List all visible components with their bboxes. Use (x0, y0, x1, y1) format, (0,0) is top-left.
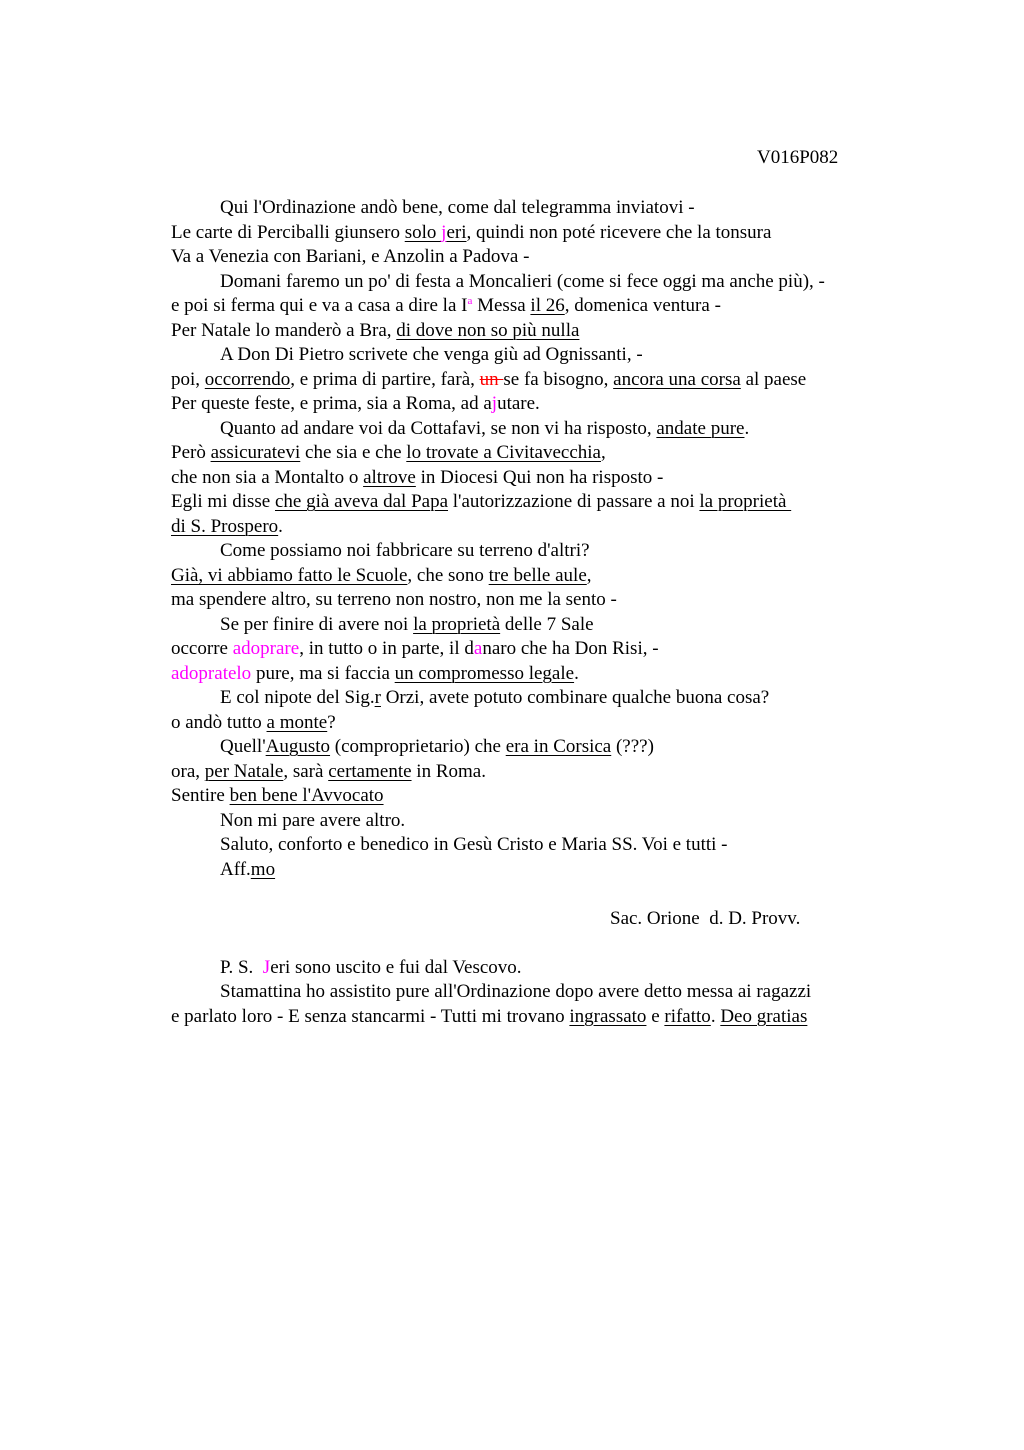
text-segment: . (744, 417, 750, 439)
underlined-text: a monte (266, 711, 328, 733)
letter-line (171, 466, 891, 491)
letter-line (171, 368, 891, 393)
text-segment: o andò tutto (171, 711, 267, 733)
letter-line (171, 711, 891, 736)
text-segment: Per queste feste, e prima, sia a Roma, ad a (171, 393, 492, 414)
letter-line (171, 441, 891, 466)
text-segment: Quanto ad andare voi da Cottafavi, se non vi ha risposto, (220, 417, 657, 439)
text-segment: che sia e che (300, 442, 407, 463)
text-segment: Stamattina ho assistito pure all'Ordinazione dopo avere detto messa ai ragazzi (220, 981, 812, 1002)
letter-line (171, 196, 891, 221)
annotated-text: a (467, 295, 473, 307)
postscript-line (171, 980, 891, 1005)
text-segment: , che sono (407, 564, 489, 586)
letter-line (171, 833, 891, 858)
underlined-text: assicuratevi (210, 442, 301, 463)
underlined-text: per Natale (204, 760, 284, 782)
underlined-text: di S. Prospero (171, 515, 279, 537)
text-segment: . (710, 1005, 721, 1027)
text-segment: , quindi non poté ricevere che la tonsura (466, 221, 772, 243)
underlined-text: che già aveva dal Papa (274, 491, 449, 512)
letter-line (171, 245, 891, 270)
letter-line (171, 613, 891, 638)
text-segment: Va a Venezia con Bariani, e Anzolin a Padova - (171, 246, 530, 267)
postscript-gap (171, 931, 891, 956)
text-segment: A Don Di Pietro scrivete che venga giù ad Ognissanti, - (220, 344, 643, 365)
underlined-text: ancora una corsa (613, 368, 741, 390)
underlined-text: andate pure (656, 417, 745, 439)
text-segment: pure, ma si faccia (251, 662, 395, 684)
letter-line (171, 343, 891, 368)
postscript-line (171, 1005, 891, 1030)
text-segment: Le carte di Perciballi giunsero (171, 221, 405, 243)
letter-line (171, 760, 891, 785)
annotated-text: a (473, 638, 483, 659)
letter-line (171, 417, 891, 442)
text-segment: Egli mi disse (171, 491, 275, 512)
text-segment: Per Natale lo manderò a Bra, (171, 319, 397, 341)
text-segment: P. S. (220, 956, 263, 978)
underlined-text: rifatto (664, 1005, 711, 1027)
letter-body (171, 196, 891, 1029)
underlined-text: la proprietà (413, 613, 501, 635)
page-id: V016P082 (757, 147, 839, 168)
text-segment: ma spendere altro, su terreno non nostro, non me la sento - (171, 589, 617, 610)
underlined-text: ingrassato (569, 1005, 647, 1027)
underlined-text: il 26 (530, 295, 565, 316)
letter-line (171, 490, 891, 515)
text-segment: e parlato loro - E senza stancarmi - Tutti mi trovano (171, 1005, 570, 1027)
text-segment: . (278, 515, 283, 537)
text-segment: poi, (171, 368, 205, 390)
underlined-text: ben bene l'Avvocato (229, 785, 384, 806)
underlined-text: un compromesso legale (394, 662, 575, 684)
underlined-text: lo trovate a Civitavecchia (406, 442, 601, 463)
letter-line (171, 858, 891, 883)
text-segment: delle 7 Sale (500, 613, 594, 635)
text-segment: occorre (171, 638, 233, 659)
letter-line (171, 392, 891, 417)
underlined-text: tre belle aule (488, 564, 587, 586)
text-segment: (comproprietario) che (330, 736, 506, 757)
letter-line (171, 784, 891, 809)
letter-line (171, 564, 891, 589)
text-segment: che non sia a Montalto o (171, 466, 364, 488)
text-segment: , (600, 442, 606, 463)
letter-line (171, 319, 891, 344)
text-segment: Se per finire di avere noi (220, 613, 414, 635)
text-segment: (???) (611, 736, 654, 757)
letter-line (171, 637, 891, 662)
text-segment: Orzi, avete potuto combinare qualche buona cosa? (380, 687, 770, 708)
letter-line (171, 686, 891, 711)
text-segment: Quell' (220, 736, 266, 757)
underlined-text: solo (404, 221, 442, 243)
text-segment: utare. (497, 393, 540, 414)
underlined-text: altrove (363, 466, 416, 488)
text-segment: in Roma. (411, 760, 486, 782)
text-segment: se fa bisogno, (503, 368, 614, 390)
letter-line (171, 515, 891, 540)
text-segment: , in tutto o in parte, il d (299, 638, 474, 659)
letter-line (171, 221, 891, 246)
annotated-text: adoprare (232, 638, 300, 659)
text-segment: e (646, 1005, 665, 1027)
struck-text: un (479, 368, 504, 390)
annotated-text: adopratelo (171, 662, 252, 684)
underlined-text: la proprietà (699, 491, 792, 512)
text-segment: Però (171, 442, 211, 463)
text-segment: in Diocesi Qui non ha risposto - (415, 466, 664, 488)
text-segment: al paese (740, 368, 807, 390)
postscript-line (171, 956, 891, 981)
text-segment: naro che ha Don Risi, - (482, 638, 659, 659)
underlined-text: mo (250, 858, 276, 880)
text-segment: e poi si ferma qui e va a casa a dire la I (171, 295, 468, 316)
letter-line (171, 294, 891, 319)
letter-line (171, 735, 891, 760)
signature-gap (171, 882, 891, 907)
underlined-text: certamente (328, 760, 412, 782)
text-segment: , (586, 564, 592, 586)
underlined-text: r (374, 687, 381, 708)
underlined-text: occorrendo (204, 368, 291, 390)
underlined-text: Deo gratias (720, 1005, 808, 1027)
underlined-text: era in Corsica (505, 736, 612, 757)
text-segment: ora, (171, 760, 205, 782)
text-segment: . (574, 662, 579, 684)
text-segment: eri sono uscito e fui dal Vescovo. (270, 956, 522, 978)
underlined-text: eri (446, 221, 467, 243)
text-segment: Saluto, conforto e benedico in Gesù Cristo e Maria SS. Voi e tutti - (220, 834, 728, 855)
letter-lines (171, 196, 891, 882)
text-segment: Non mi pare avere altro. (220, 809, 406, 831)
text-segment: Aff. (220, 858, 251, 880)
underlined-text: Augusto (265, 736, 331, 757)
text-segment: , sarà (283, 760, 329, 782)
underlined-text: di dove non so più nulla (396, 319, 580, 341)
text-segment: ? (327, 711, 336, 733)
postscript (171, 956, 891, 1030)
text-segment: E col nipote del Sig. (220, 687, 375, 708)
text-segment: Sentire (171, 785, 230, 806)
annotated-text: j (441, 221, 447, 243)
signature: Sac. Orione d. D. Provv. (610, 907, 801, 929)
letter-line (171, 270, 891, 295)
letter-line (171, 809, 891, 834)
text-segment: l'autorizzazione di passare a noi (448, 491, 700, 512)
letter-line (171, 662, 891, 687)
text-segment: , domenica ventura - (564, 295, 721, 316)
text-segment: Messa (472, 295, 531, 316)
text-segment: Qui l'Ordinazione andò bene, come dal telegramma inviatovi - (220, 197, 695, 218)
annotated-text: j (491, 393, 498, 414)
text-segment: , e prima di partire, farà, (290, 368, 480, 390)
underlined-text: Già, vi abbiamo fatto le Scuole (171, 564, 408, 586)
letter-line (171, 588, 891, 613)
annotated-text: J (262, 956, 271, 978)
text-segment: Come possiamo noi fabbricare su terreno d'altri? (220, 540, 590, 561)
letter-line (171, 539, 891, 564)
text-segment: Domani faremo un po' di festa a Moncalieri (come si fece oggi ma anche più), - (220, 270, 825, 292)
